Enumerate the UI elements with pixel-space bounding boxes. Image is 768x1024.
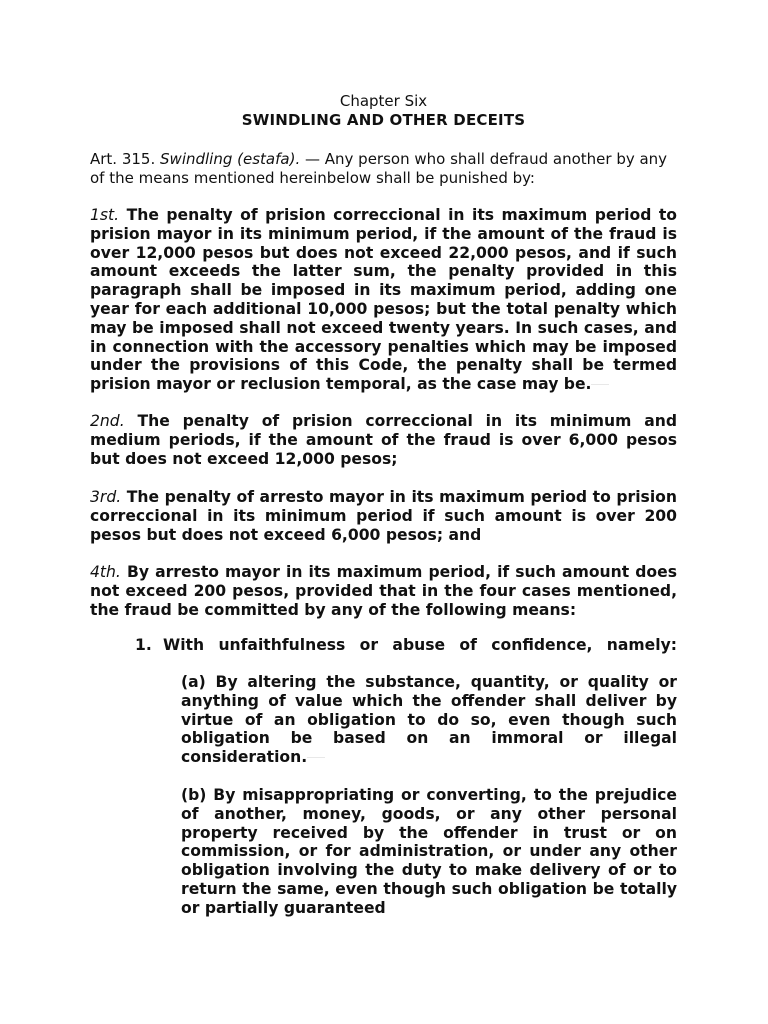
penalty-first (90, 206, 677, 394)
subitem-b (181, 786, 677, 918)
penalty-label: 4th. (90, 563, 121, 581)
penalty-text: The penalty of prision correccional in its minimum and medium periods, if the amount of the fraud is over 6,000 pesos but does not exceed 12,000 pesos; (90, 412, 677, 468)
list-text: With unfaithfulness or abuse of confidence, namely: (163, 636, 677, 654)
article-intro-text: — Any person who shall defraud another by any of the means mentioned hereinbelow shall be punished by: (90, 150, 668, 187)
list-number: 1. (135, 636, 152, 654)
article-number: Art. 315. (90, 150, 156, 168)
penalty-second (90, 412, 677, 468)
penalty-label: 3rd. (90, 488, 122, 506)
subitem-text: (b) By misappropriating or converting, to the prejudice of another, money, goods, or any other personal property received by the offender in trust or on commission, or for administration, or under any other obligation involving the duty to make delivery of or to return the same, even though such obligation be totally or partially guaranteed (181, 786, 677, 917)
chapter-number: Chapter Six (339, 92, 428, 110)
penalty-label: 1st. (90, 206, 120, 224)
article-name: Swindling (estafa). (160, 150, 301, 168)
penalty-fourth (90, 563, 677, 619)
faint-mark (591, 384, 609, 385)
faint-mark (307, 757, 325, 758)
penalty-third (90, 488, 677, 544)
article-intro (90, 150, 677, 188)
means-list-item (135, 635, 677, 655)
penalty-label: 2nd. (90, 412, 125, 430)
chapter-title: SWINDLING AND OTHER DECEITS (241, 111, 526, 129)
penalty-text: The penalty of arresto mayor in its maximum period to prision correccional in its minimum period if such amount is over 200 pesos but does not exceed 6,000 pesos; and (90, 488, 677, 544)
subitem-text: (a) By altering the substance, quantity, or quality or anything of value which the offender shall deliver by virtue of an obligation to do so, even though such obligation be based on an immoral or illegal consideration. (181, 673, 677, 767)
penalty-text: The penalty of prision correccional in its maximum period to prision mayor in its minimum period, if the amount of the fraud is over 12,000 pesos but does not exceed 22,000 pesos, and if such amount exceeds the latter sum, the penalty provided in this paragraph shall be imposed in its maximum period, adding one year for each additional 10,000 pesos; but the total penalty which may be imposed shall not exceed twenty years. In such cases, and in connection with the accessory penalties which may be imposed under the provisions of this Code, the penalty shall be termed prision mayor or reclusion temporal, as the case may be. (90, 206, 678, 394)
subitem-a (181, 673, 677, 767)
penalty-text: By arresto mayor in its maximum period, if such amount does not exceed 200 pesos, provided that in the four cases mentioned, the fraud be committed by any of the following means: (90, 563, 677, 619)
